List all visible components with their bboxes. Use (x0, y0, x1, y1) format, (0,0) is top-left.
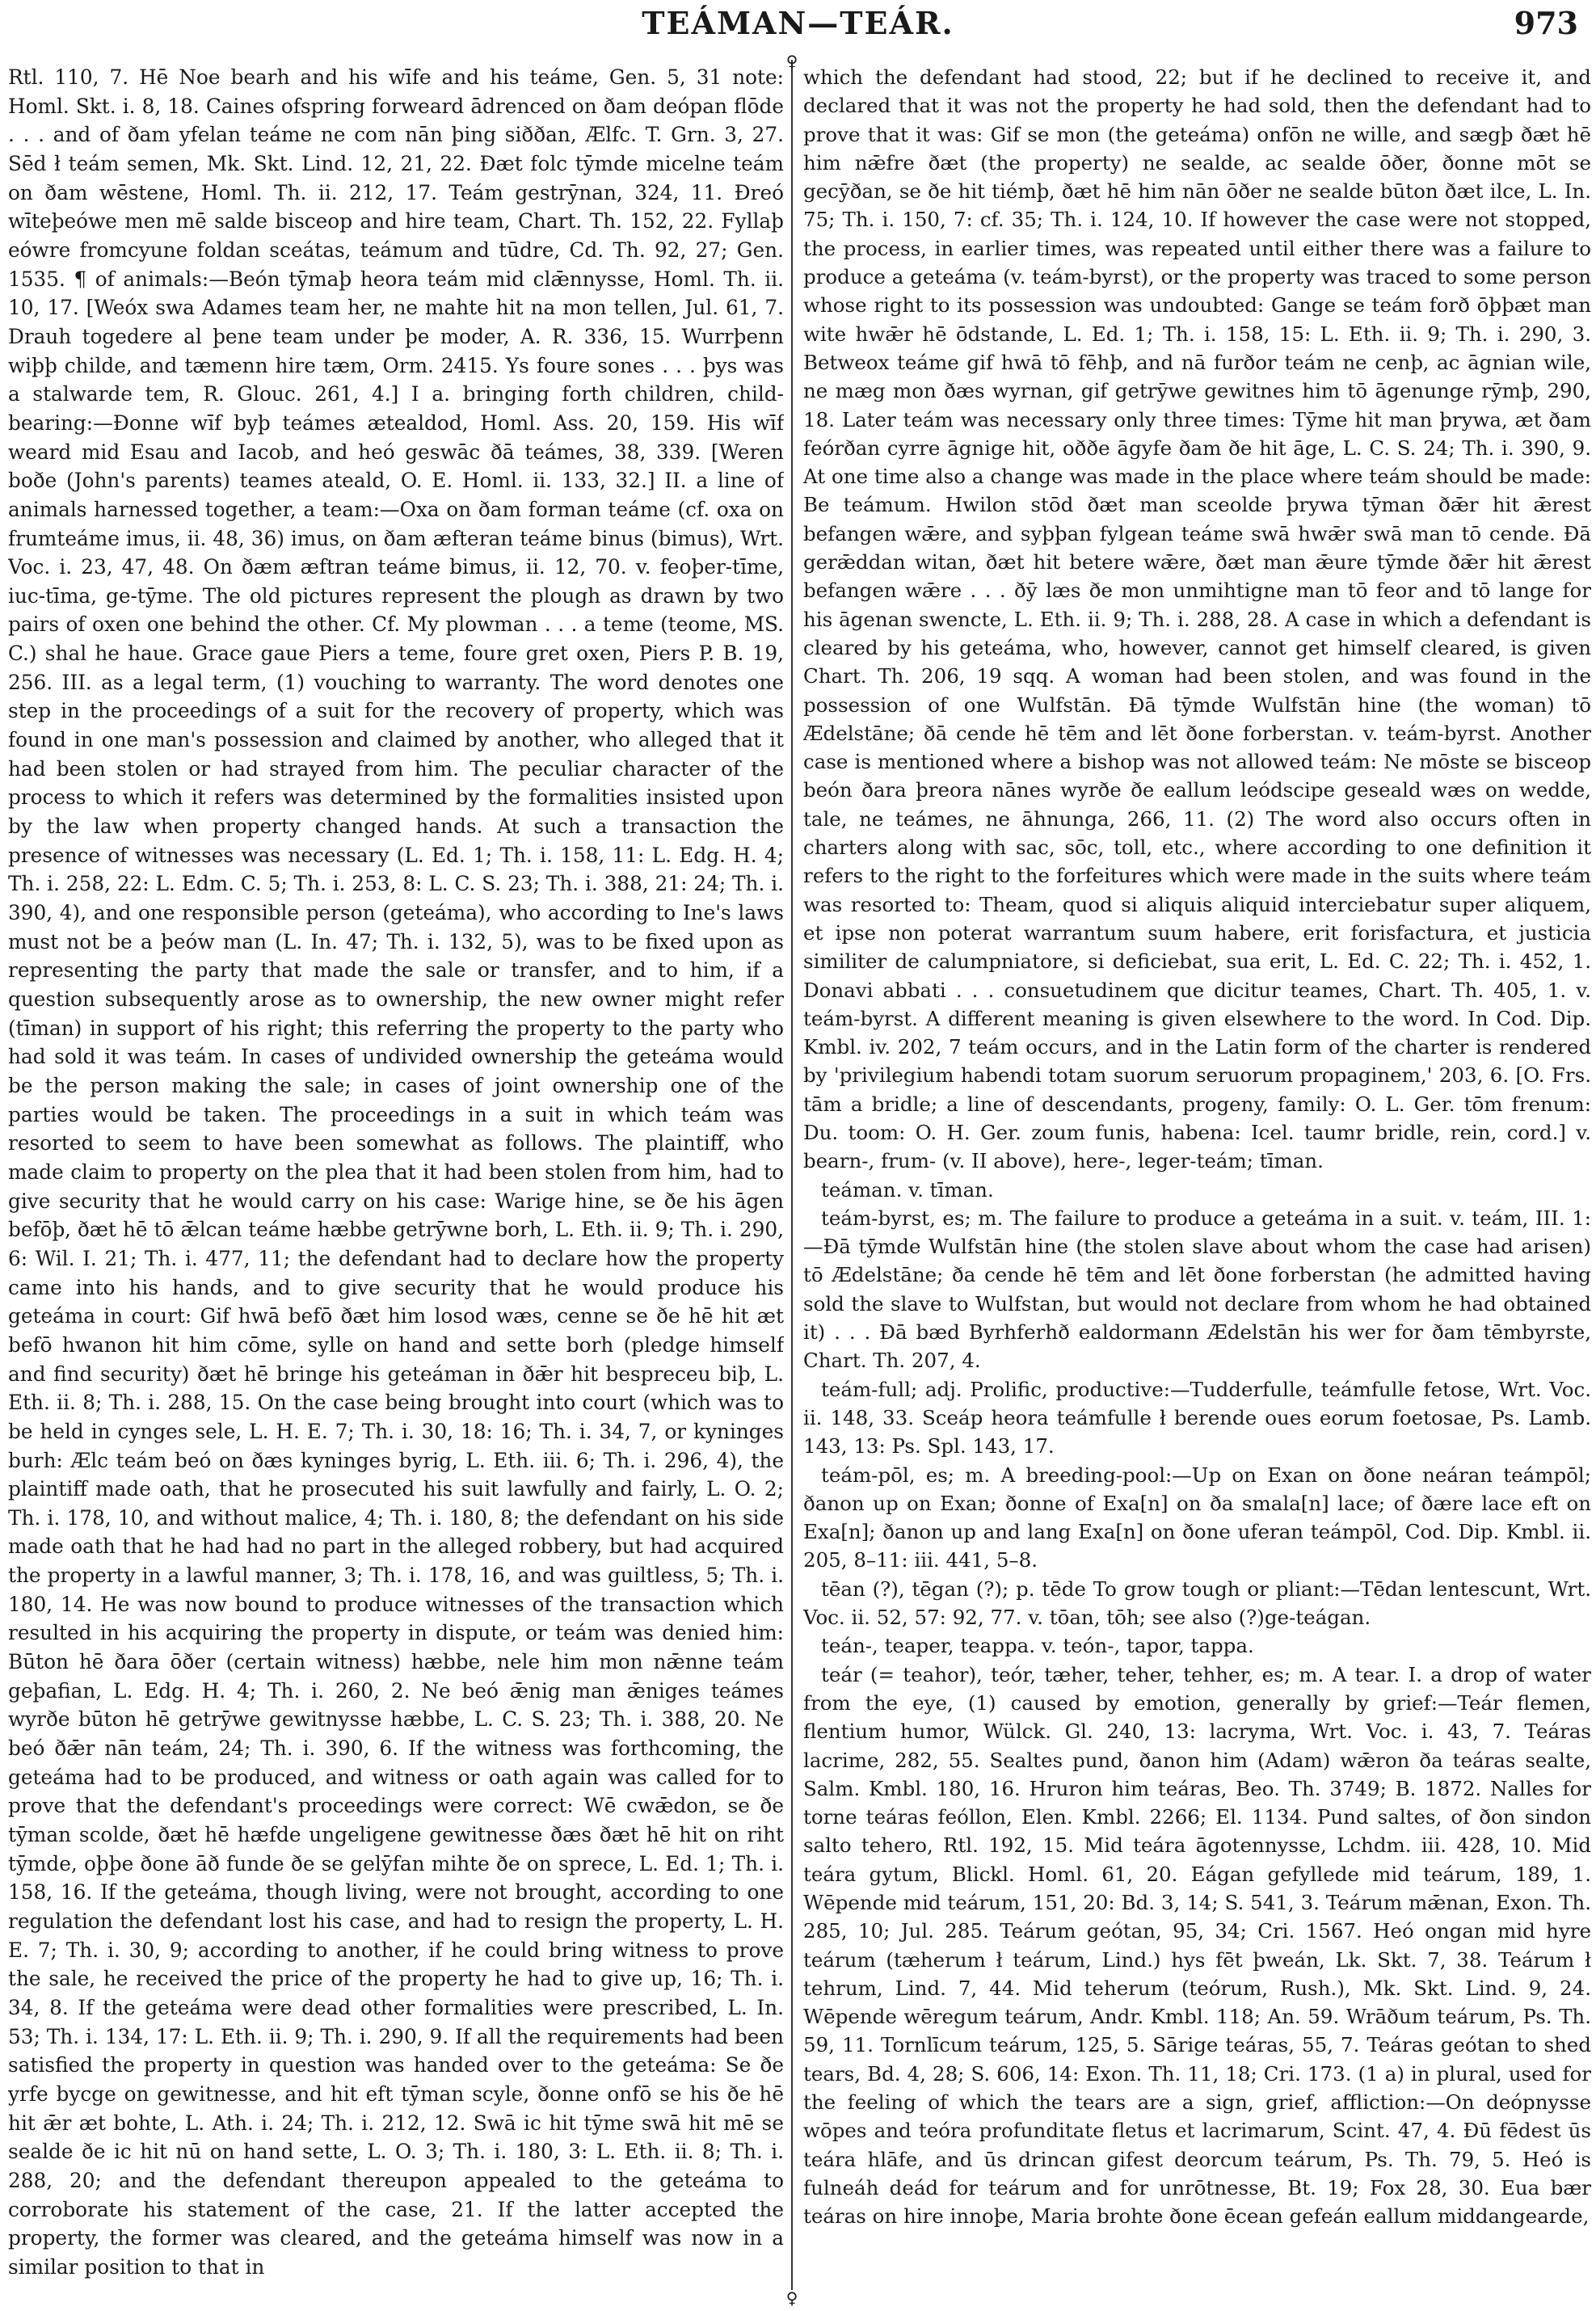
entry-teaman: teáman. v. tīman. (821, 1177, 994, 1202)
entry-team-pol: teám-pōl, es; m. A breeding-pool:—Up on Exan on ðone neáran teámpōl; ðanon up on Exan; ðonne of Exa[n] on ða smala[n] lace; of ðære lace eft on Exa[n]; ðanon up and lang Exa[n] on ðone uferan teámpōl, Cod. Dip. Kmbl. ii. 205, 8–11: iii. 441, 5–8. (803, 1463, 1591, 1572)
page-header (0, 0, 1596, 45)
entry-text: which the defendant had stood, 22; but if he declined to receive it, and declared that it was not the property he had sold, then the defendant had to prove that it was: Gif se mon (the geteáma) onfōn ne wille, and sægþ ðæt hē him nǣfre ðæt (the property) ne sealde, ac sealde ōðer, ðonne mōt se gecȳðan, se ðe hit tiémþ, ðæt hē him nān ōðer ne sealde būton ðæt ilce, L. In. 75; Th. i. 150, 7: cf. 35; Th. i. 124, 10. If however the case were not stopped, the process, in earlier times, was repeated until either there was a failure to produce a geteáma (v. teám-byrst), or the property was traced to some person whose right to its possession was undoubted: Gange se teám forð ōþþæt man wite hwǣr hē ōdstande, L. Ed. 1; Th. i. 158, 15: L. Eth. ii. 9; Th. i. 290, 3. Betweox teáme gif hwā tō fēhþ, and nā furðor teám ne cenþ, ac āgnian wile, ne mæg mon ðæs wyrnan, gif getrȳwe gewitnes him tō āgenunge rȳmþ, 290, 18. Later teám was necessary only three times: Tȳme hit man þrywa, æt ðam feórðan cyrre āgnige hit, oððe āgyfe ðam ðe hit āge, L. C. S. 24; Th. i. 390, 9. At one time also a change was made in the place where teám should be made: Be teámum. Hwilon stōd ðæt man sceolde þrywa tȳman ðǣr hit ǣrest befangen wǣre, and syþþan fylgean teáme swā hwǣr swā man tō cende. Ðā gerǣddan witan, ðæt hit betere wǣre, ðæt man ǣure tȳmde ðǣr hit ǣrest befangen wǣre . . . ðȳ læs ðe mon unmihtigne man tō feor and tō lange for his āgenan swencte, L. Eth. ii. 9; Th. i. 288, 28. A case in which a defendant is cleared by his geteáma, who, however, cannot get himself cleared, is given Chart. Th. 206, 19 sqq. A woman had been stolen, and was found in the possession of one Wulfstān. Ðā tȳmde Wulfstān hine (the woman) tō Ædelstāne; ðā cende hē tēm and lēt ðone forberstan. v. teám-byrst. Another case is mentioned where a bishop was not allowed teám: Ne mōste se bisceop beón ðara þreora nānes wyrðe ðe eallum leódscipe geseald wæs on wedde, tale, ne teámes, ne āhnunga, 266, 11. (2) The word also occurs often in charters along with sac, sōc, toll, etc., where according to one definition it refers to the right to the forfeitures which were made in the suits where teám was resorted to: Theam, quod si aliquis aliquid interciebatur super aliquem, et ipse non poterat warrantum suum habere, erit forisfactura, et justicia similiter de calumpniatore, si deficiebat, sua erit, L. Ed. C. 22; Th. i. 452, 1. Donavi abbati . . . consuetudinem que dicitur teames, Chart. Th. 405, 1. v. teám-byrst. A different meaning is given elsewhere to the word. In Cod. Dip. Kmbl. iv. 202, 7 teám occurs, and in the Latin form of the charter is rendered by 'privilegium habendi totam suorum seruorum propaginem,' 203, 6. [O. Frs. tām a bridle; a line of descendants, progeny, family: O. L. Ger. tōm frenum: Du. toom: O. H. Ger. zoum funis, habena: Icel. taumr bridle, rein, cord.] v. bearn-, frum- (v. II above), here-, leger-teám; tīman. (803, 65, 1591, 1173)
right-column (803, 63, 1591, 2301)
divider-ornament-bottom-icon: ♀ (785, 2288, 798, 2308)
page-title: TEÁMAN—TEÁR. (642, 5, 954, 41)
entry-tean-teaper: teán-, teaper, teappa. v. teón-, tapor, tappa. (821, 1634, 1254, 1658)
column-divider (791, 60, 793, 2290)
divider-ornament-top-icon: ♀ (785, 52, 798, 71)
entry-tear: teár (= teahor), teór, tæher, teher, tehher, es; m. A tear. I. a drop of water from the eye, (1) caused by emotion, generally by grief:—Teár flemen, flentium humor, Wülck. Gl. 240, 13: lacryma, Wrt. Voc. i. 43, 7. Teáras lacrime, 282, 55. Sealtes pund, ðanon him (Adam) wǣron ða teáras sealte, Salm. Kmbl. 180, 16. Hruron him teáras, Beo. Th. 3749; B. 1872. Nalles for torne teáras feóllon, Elen. Kmbl. 2266; El. 1134. Pund saltes, of ðon sindon salto tehero, Rtl. 192, 15. Mid teára āgotennysse, Lchdm. iii. 428, 10. Mid teára gytum, Blickl. Homl. 61, 20. Eágan gefyllede mid teárum, 189, 1. Wēpende mid teárum, 151, 20: Bd. 3, 14; S. 541, 3. Teárum mǣnan, Exon. Th. 285, 10; Jul. 285. Teárum geótan, 95, 34; Cri. 1567. Heó ongan mid hyre teárum (tæherum ł teárum, Lind.) hys fēt þweán, Lk. Skt. 7, 38. Teárum ł tehrum, Lind. 7, 44. Mid teherum (teórum, Rush.), Mk. Skt. Lind. 9, 24. Wēpende wēregum teárum, Andr. Kmbl. 118; An. 59. Wrāðum teárum, Ps. Th. 59, 11. Tornlīcum teárum, 125, 5. Sārige teáras, 55, 7. Teáras geótan to shed tears, Bd. 4, 28; S. 606, 14: Exon. Th. 11, 18; Cri. 173. (1 a) in plural, used for the feeling of which the tears are a sign, grief, affliction:—On deópnysse wōpes and teóra profunditate fletus et lacrimarum, Scint. 47, 4. Ðū fēdest ūs teára hlāfe, and ūs drincan gifest deorcum teárum, Ps. Th. 79, 5. Heó is fulneáh deád for teárum and for unrōtnesse, Bt. 19; Fox 28, 30. Eua bær teáras on hire innoþe, Maria brohte ðone ēcean gefeán eallum middangearde, (803, 1662, 1591, 2229)
entry-tean: tēan (?), tēgan (?); p. tēde To grow tough or pliant:—Tēdan lentescunt, Wrt. Voc. ii. 52, 57: 92, 77. v. tōan, tōh; see also (?)ge-teágan. (803, 1576, 1591, 1630)
entry-team-full: teám-full; adj. Prolific, productive:—Tudderfulle, teámfulle fetose, Wrt. Voc. ii. 148, 33. Sceáp heora teámfulle ł berende oues eorum foetosae, Ps. Lamb. 143, 13: Ps. Spl. 143, 17. (803, 1377, 1591, 1459)
entry-text: Rtl. 110, 7. Hē Noe bearh and his wīfe and his teáme, Gen. 5, 31 note: Homl. Skt. i. 8, 18. Caines ofspring forweard ādrenced on ðam deópan flōde . . . and of ðam yfelan teáme ne com nān þing siððan, Ælfc. T. Grn. 3, 27. Sēd ł teám semen, Mk. Skt. Lind. 12, 21, 22. Ðæt folc tȳmde micelne teám on ðam wēstene, Homl. Th. ii. 212, 17. Teám gestrȳnan, 324, 11. Ðreó wīteþeówe men mē salde bisceop and hire team, Chart. Th. 152, 22. Fyllaþ eówre fromcyune foldan sceátas, teámum and tūdre, Cd. Th. 92, 27; Gen. 1535. ¶ of animals:—Beón tȳmaþ heora teám mid clǣnnysse, Homl. Th. ii. 10, 17. [Weóx swa Adames team her, ne mahte hit na mon tellen, Jul. 61, 7. Drauh togedere al þene team under þe moder, A. R. 336, 15. Wurrþenn wiþþ childe, and tæmenn hire tæm, Orm. 2415. Ys foure sones . . . þys was a stalwarde tem, R. Glouc. 261, 4.] I a. bringing forth children, child-bearing:—Ðonne wīf byþ teámes ætealdod, Homl. Ass. 20, 159. His wīf weard mid Esau and Iacob, and heó geswāc ðā teámes, 38, 339. [Weren boðe (John's parents) teames ateald, O. E. Homl. ii. 133, 32.] II. a line of animals harnessed together, a team:—Oxa on ðam forman teáme (cf. oxa on frumteáme imus, ii. 48, 36) imus, on ðam æfteran teáme binus (bimus), Wrt. Voc. i. 23, 47, 48. On ðæm æftran teáme bimus, ii. 12, 70. v. feoþer-tīme, iuc-tīma, ge-tȳme. The old pictures represent the plough as drawn by two pairs of oxen one behind the other. Cf. My plowman . . . a teme (teome, MS. C.) shal he haue. Grace gaue Piers a teme, foure gret oxen, Piers P. B. 19, 256. III. as a legal term, (1) vouching to warranty. The word denotes one step in the proceedings of a suit for the recovery of property, which was found in one man's possession and claimed by another, who alleged that it had been stolen or had strayed from him. The peculiar character of the process to which it refers was determined by the formalities insisted upon by the law when property changed hands. At such a transaction the presence of witnesses was necessary (L. Ed. 1; Th. i. 158, 11: L. Edg. H. 4; Th. i. 258, 22: L. Edm. C. 5; Th. i. 253, 8: L. C. S. 23; Th. i. 388, 21: 24; Th. i. 390, 4), and one responsible person (geteáma), who according to Ine's laws must not be a þeów man (L. In. 47; Th. i. 132, 5), was to be fixed upon as representing the party that made the sale or transfer, and to him, if a question subsequently arose as to ownership, the new owner might refer (tīman) in support of his right; this referring the property to the party who had sold it was teám. In cases of undivided ownership the geteáma would be the person making the sale; in cases of joint ownership one of the parties would be taken. The proceedings in a suit in which teám was resorted to seem to have been somewhat as follows. The plaintiff, who made claim to property on the plea that it had been stolen from him, had to give security that he would carry on his case: Warige hine, se ðe his āgen befōþ, ðæt hē tō ǣlcan teáme hæbbe getrȳwne borh, L. Eth. ii. 9; Th. i. 290, 6: Wil. I. 21; Th. i. 477, 11; the defendant had to declare how the property came into his hands, and to give security that he would produce his geteáma in court: Gif hwā befō ðæt him losod wæs, cenne se ðe hē hit æt befō hwanon hit him cōme, sylle on hand and sette borh (pledge himself and find security) ðæt hē bringe his geteáman in ðǣr hit bespreceu biþ, L. Eth. ii. 8; Th. i. 288, 15. On the case being brought into court (which was to be held in cynges sele, L. H. E. 7; Th. i. 30, 18: 16; Th. i. 34, 7, or kyninges burh: Ælc teám beó on ðæs kyninges byrig, L. Eth. iii. 6; Th. i. 296, 4), the plaintiff made oath, that he prosecuted his suit lawfully and fairly, L. O. 2; Th. i. 178, 10, and without malice, 4; Th. i. 180, 8; the defendant on his side made oath that he had had no part in the alleged robbery, but had acquired the property in a lawful manner, 3; Th. i. 178, 16, and was guiltless, 5; Th. i. 180, 14. He was now bound to produce witnesses of the transaction which resulted in his acquiring the property in dispute, or teám was denied him: Būton hē ðara ōðer (certain witness) hæbbe, nele him mon nǣnne teám geþafian, L. Edg. H. 4; Th. i. 260, 2. Ne beó ǣnig man ǣniges teámes wyrðe būton hē getrȳwe gewitnysse hæbbe, L. C. S. 23; Th. i. 388, 20. Ne beó ðǣr nān teám, 24; Th. i. 390, 6. If the witness was forthcoming, the geteáma had to be produced, and witness or oath again was called for to prove that the defendant's proceedings were correct: Wē cwǣdon, se ðe tȳman scolde, ðæt hē hæfde ungeligene gewitnesse ðæs ðæt hē hit on riht tȳmde, oþþe ðone āð funde ðe se gelȳfan mihte ðe on sprece, L. Ed. 1; Th. i. 158, 16. If the geteáma, though living, were not brought, according to one regulation the defendant lost his case, and had to resign the property, L. H. E. 7; Th. i. 30, 9; according to another, if he could bring witness to prove the sale, he received the price of the property he had to give up, 16; Th. i. 34, 8. If the geteáma were dead other formalities were prescribed, L. In. 53; Th. i. 134, 17: L. Eth. ii. 9; Th. i. 290, 9. If all the requirements had been satisfied the property in question was handed over to the geteáma: Se ðe yrfe bycge on gewitnesse, and hit eft tȳman scyle, ðonne onfō se his ðe hē hit ǣr æt bohte, L. Ath. i. 24; Th. i. 212, 12. Swā ic hit tȳme swā hit mē se sealde ðe ic hit nū on hand sette, L. O. 3; Th. i. 180, 3: L. Eth. ii. 8; Th. i. 288, 20; and the defendant thereupon appealed to the geteáma to corroborate his statement of the case, 21. If the latter accepted the property, the former was cleared, and the geteáma himself was now in a similar position to that in (8, 65, 784, 2279)
entry-team-byrst: teám-byrst, es; m. The failure to produce a geteáma in a suit. v. teám, III. 1:—Ðā tȳmde Wulfstān hine (the stolen slave about whom the case had arisen) tō Ædelstāne; ða cende hē tēm and lēt ðone forberstan (he admitted having sold the slave to Wulfstan, but would not declare from whom he had obtained it) . . . Ðā bæd Byrhferhð ealdormann Ædelstān his wer for ðam tēmbyrste, Chart. Th. 207, 4. (803, 1206, 1591, 1373)
left-column (8, 63, 784, 2301)
page-number: 973 (1514, 5, 1578, 41)
